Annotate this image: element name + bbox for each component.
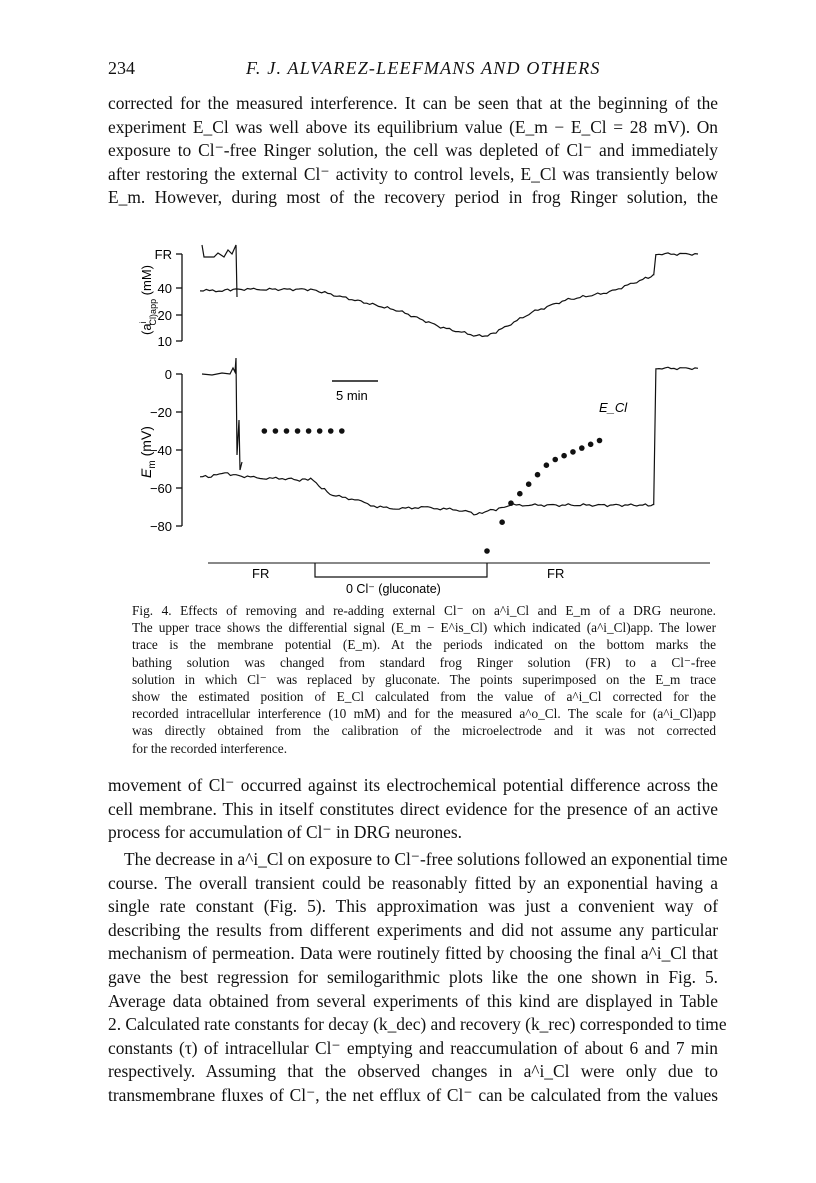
text-line: solution in which Cl⁻ was replaced by gluconate. The points superimposed on the E_m trace [132,671,716,687]
ecl-point [295,428,301,434]
ecl-point [262,428,268,434]
ecl-point [508,500,514,506]
bottom-paragraph-2 [108,848,728,1108]
text-line: 2. Calculated rate constants for decay (k_dec) and recovery (k_rec) corresponded to time [108,1014,727,1035]
ecl-point [579,445,585,451]
text-line: after restoring the external Cl⁻ activity to control levels, E_Cl was transiently below [108,163,718,184]
lower-trace-axis [150,367,182,534]
text-line: constants (τ) of intracellular Cl⁻ emptying and reaccumulation of about 6 and 7 min [108,1037,718,1058]
text-line: corrected for the measured interference. It can be seen that at the beginning of the [108,93,718,113]
trace-layer [200,245,698,515]
text-line: Average data obtained from several experiments of this kind are displayed in Table [108,990,718,1011]
text-line: movement of Cl⁻ occurred against its electrochemical potential difference across the [108,775,718,795]
text-line: bathing solution was changed from standard frog Ringer solution (FR) to a Cl⁻-free [132,654,716,670]
lower-y-tick-label: −20 [149,405,172,420]
lower-y-tick-label: 0 [164,367,172,382]
ecl-point [339,428,345,434]
ecl-point [517,491,523,497]
ecl-point [535,472,541,478]
text-line: transmembrane fluxes of Cl⁻, the net efflux of Cl⁻ can be calculated from the values [108,1084,718,1105]
text-line: course. The overall transient could be reasonably fitted by an exponential having a [108,872,718,893]
text-line: recorded intracellular interference (10 mM) and for the measured a^o_Cl. The scale for (a^i_Cl)app [132,706,716,722]
text-line: process for accumulation of Cl⁻ in DRG neurones. [108,822,463,843]
ecl-point [273,428,279,434]
upper-y-tick-label: FR [154,247,172,262]
upper-y-tick-label: 40 [157,281,172,296]
text-line: for the recorded interference. [132,740,288,756]
text-line: exposure to Cl⁻-free Ringer solution, the cell was depleted of Cl⁻ and immediately [108,140,718,161]
text-line: gave the best regression for semilogarithmic plots like the one shown in Fig. 5. [108,966,718,987]
ecl-point [284,428,290,434]
text-line: cell membrane. This in itself constitutes direct evidence for the presence of an active [108,798,718,819]
running-head: F. J. ALVAREZ-LEEFMANS AND OTHERS [246,58,601,78]
text-line: was directly obtained from the calibration of the microelectrode and it was not corrected [132,723,716,739]
em-trace [200,367,698,515]
ecl-point [552,457,558,463]
upper-y-tick-label: 10 [157,334,172,349]
text-line: trace is the membrane potential (E_m). At the periods indicated on the bottom marks the [132,637,716,653]
text-line: experiment E_Cl was well above its equilibrium value (E_m − E_Cl = 28 mV). On [108,116,718,137]
protocol-left-label: FR [252,566,270,581]
ecl-point [484,548,490,554]
ecl-point [588,442,594,448]
protocol-right-label: FR [547,566,565,581]
upper-trace [200,253,698,337]
text-line: respectively. Assuming that the observed changes in a^i_Cl were only due to [108,1061,718,1082]
ecl-point [526,481,532,487]
page-number: 234 [108,58,135,78]
ecl-point [306,428,312,434]
lower-y-tick-label: −60 [149,481,172,496]
ecl-point [499,519,505,525]
ecl-point [328,428,334,434]
upper-y-tick-label: 20 [157,308,172,323]
bottom-paragraph-1 [108,774,718,845]
ecl-points [262,428,603,554]
ecl-point [570,449,576,455]
text-line: mechanism of permeation. Data were routinely fitted by choosing the final a^i_Cl that [108,943,718,964]
figure-caption [132,602,716,757]
upper-ylabel: $(a^iCl)app$ (mM) [138,264,158,336]
text-line: single rate constant (Fig. 5). This approximation was just a convenient way of [108,896,718,917]
ecl-point [544,462,550,468]
ecl-point [317,428,323,434]
ecl-label: E_Cl [599,400,628,415]
text-line: show the estimated position of E_Cl calculated from the value of a^i_Cl corrected for the [132,688,716,704]
text-line: The decrease in a^i_Cl on exposure to Cl⁻-free solutions followed an exponential time [124,849,728,869]
text-line: describing the results from different experiments and did not assume any particular [108,919,718,940]
protocol-bracket [315,563,487,577]
lower-y-tick-label: −80 [149,519,172,534]
protocol-middle-label: 0 Cl⁻ (gluconate) [346,582,441,596]
text-line: Fig. 4. Effects of removing and re-adding external Cl⁻ on a^i_Cl and E_m of a DRG neurone. [132,603,716,618]
text-line: E_m. However, during most of the recovery period in frog Ringer solution, the [108,187,718,208]
text-line: The upper trace shows the differential signal (E_m − E^is_Cl) which indicated (a^i_Cl)app. The lower [132,620,716,636]
ecl-point [561,453,567,459]
lower-ylabel: $E_m$ (mV) [138,426,158,478]
ecl-point [597,438,603,444]
lower-y-tick-label: −40 [149,443,172,458]
scale-bar-label: 5 min [336,388,368,403]
em-initial-segment [202,358,242,470]
upper-trace-axis [155,247,182,349]
